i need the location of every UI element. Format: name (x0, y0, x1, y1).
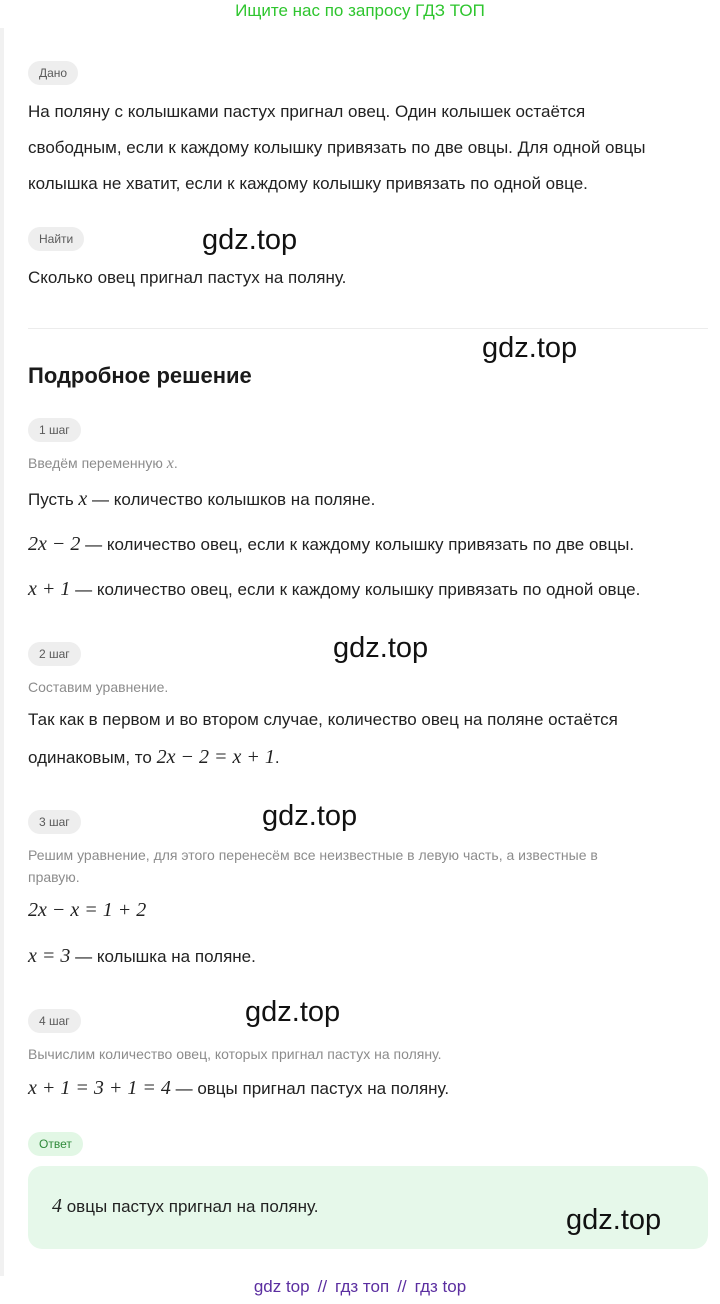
math-expr: 4 (52, 1195, 62, 1217)
given-text (28, 94, 708, 202)
math-expr: x (78, 488, 88, 510)
step-4-hint: Вычислим количество овец, которых пригнал пастух на поляну. (28, 1046, 442, 1062)
math-expr: x = 3 (28, 945, 71, 967)
watermark: gdz.top (245, 996, 341, 1028)
footer-link[interactable]: гдз топ (335, 1277, 390, 1296)
step-1-hint-var: x (166, 455, 174, 472)
step-2-line-1: Так как в первом и во втором случае, количество овец на поляне остаётся (28, 710, 618, 729)
given-line: колышка не хватит, если к каждому колышку привязать по одной овце. (28, 174, 588, 193)
step-2-tag: 2 шаг (28, 642, 81, 666)
step-3-eq-2 (28, 945, 708, 968)
step-3-hint-line: правую. (28, 869, 80, 885)
footer (0, 1277, 720, 1297)
step-1-text: — количество овец, если к каждому колышку привязать по одной овце. (70, 580, 641, 599)
step-1-text: — количество колышков на поляне. (87, 490, 376, 509)
find-tag: Найти (28, 227, 84, 251)
watermark: gdz.top (482, 332, 578, 364)
footer-separator: // (317, 1277, 328, 1296)
answer-tag: Ответ (28, 1132, 83, 1156)
watermark: gdz.top (333, 632, 429, 664)
answer-sentence: овцы пастух пригнал на поляну. (62, 1197, 319, 1216)
step-2-suffix: . (274, 748, 280, 767)
given-line: На поляну с колышками пастух пригнал овец. Один колышек остаётся (28, 102, 586, 121)
footer-separator: // (397, 1277, 407, 1296)
given-line: свободным, если к каждому колышку привязать по две овцы. Для одной овцы (28, 138, 646, 157)
step-3-text: — колышка на поляне. (70, 947, 256, 966)
watermark: gdz.top (566, 1204, 662, 1236)
step-4-eq (28, 1077, 708, 1100)
watermark: gdz.top (262, 800, 358, 832)
step-1-prefix: Пусть (28, 490, 79, 509)
given-tag: Дано (28, 61, 78, 85)
step-1-hint (28, 452, 708, 475)
math-expr: 2x − 2 (28, 533, 81, 555)
step-1-tag: 1 шаг (28, 418, 81, 442)
step-1-line-3 (28, 578, 708, 601)
top-banner: Ищите нас по запросу ГДЗ ТОП (235, 1, 485, 20)
step-3-tag: 3 шаг (28, 810, 81, 834)
solution-title: Подробное решение (28, 363, 252, 388)
divider (28, 328, 708, 329)
hint-period: . (173, 455, 178, 471)
footer-link[interactable]: гдз top (414, 1277, 467, 1296)
step-4-text: — овцы пригнал пастух на поляну. (170, 1079, 450, 1098)
watermark: gdz.top (202, 224, 298, 256)
find-text: Сколько овец пригнал пастух на поляну. (28, 268, 347, 287)
left-border (0, 28, 4, 1276)
math-expr: x + 1 = 3 + 1 = 4 (28, 1077, 171, 1099)
step-2-line-2 (28, 746, 708, 769)
footer-link[interactable]: gdz top (253, 1277, 310, 1296)
step-4-tag: 4 шаг (28, 1009, 81, 1033)
step-1-line-1 (28, 488, 708, 511)
step-3-hint-line: Решим уравнение, для этого перенесём все неизвестные в левую часть, а известные в (28, 847, 598, 863)
step-3-hint (28, 844, 708, 888)
step-2-hint: Составим уравнение. (28, 679, 169, 695)
answer-text (52, 1195, 318, 1218)
math-expr: 2x − x = 1 + 2 (28, 899, 147, 921)
step-1-text: — количество овец, если к каждому колышку привязать по две овцы. (80, 535, 635, 554)
step-1-hint-text: Введём переменную (28, 455, 163, 471)
step-1-line-2 (28, 533, 708, 556)
math-expr: 2x − 2 = x + 1 (156, 746, 275, 768)
math-expr: x + 1 (28, 578, 71, 600)
step-2-prefix: одинаковым, то (28, 748, 157, 767)
step-3-eq-1 (28, 899, 708, 922)
